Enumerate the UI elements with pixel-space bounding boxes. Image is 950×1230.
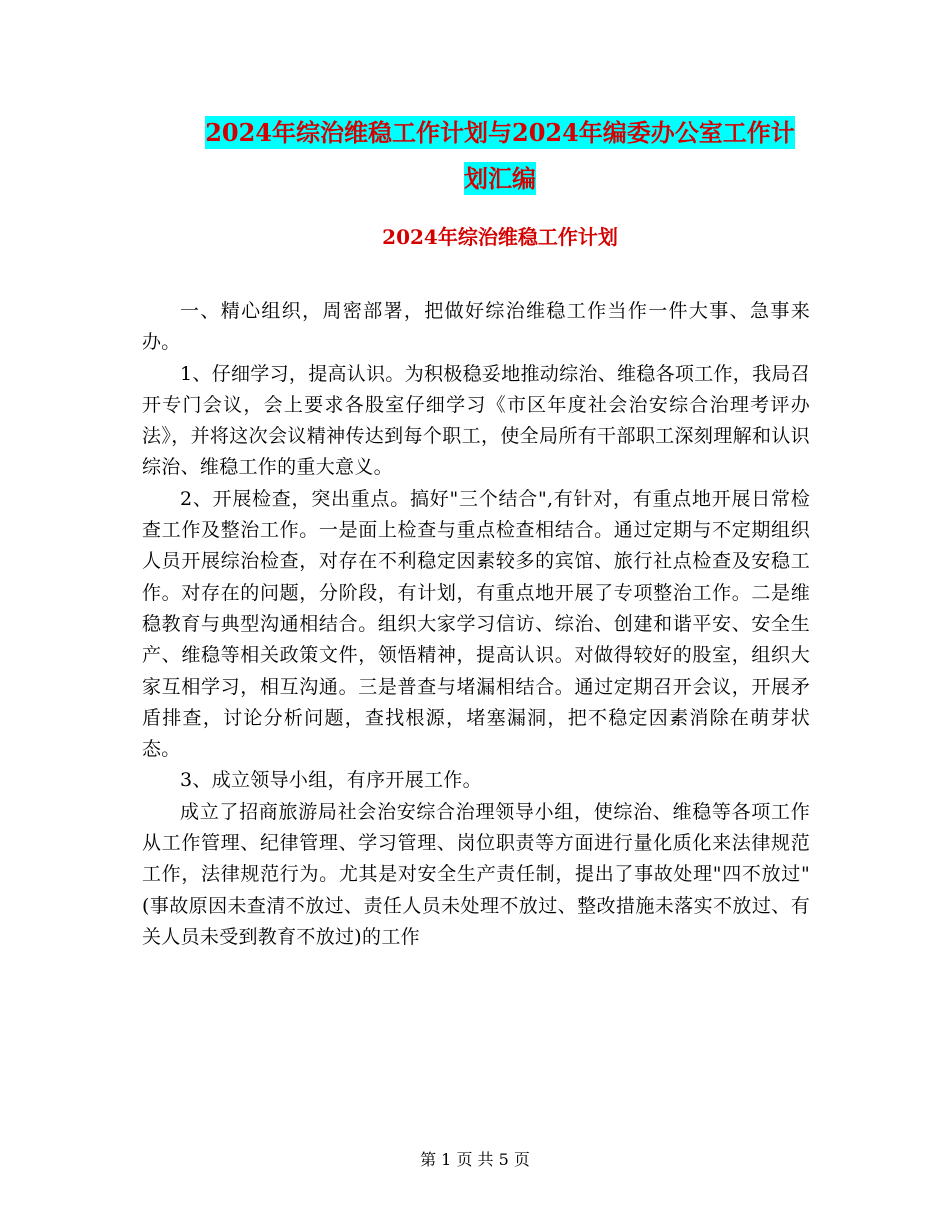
paragraph: 2、开展检查，突出重点。搞好"三个结合",有针对，有重点地开展日常检查工作及整治工作。一是面上检查与重点检查相结合。通过定期与不定期组织人员开展综治检查，对存在不利稳定因素较多的宾馆、旅行社点检查及安稳工作。对存在的问题，分阶段，有计划，有重点地开展了专项整治工作。二是维稳教育与典型沟通相结合。组织大家学习信访、综治、创建和谐平安、安全生产、维稳等相关政策文件，领悟精神，提高认识。对做得较好的股室，组织大家互相学习，相互沟通。三是普查与堵漏相结合。通过定期召开会议，开展矛盾排查，讨论分析问题，查找根源，堵塞漏洞，把不稳定因素消除在萌芽状态。 xyxy=(142,487,810,761)
page-footer: 第 1 页 共 5 页 xyxy=(420,1150,530,1169)
paragraph: 成立了招商旅游局社会治安综合治理领导小组，使综治、维稳等各项工作从工作管理、纪律管理、学习管理、岗位职责等方面进行量化质化来法律规范工作，法律规范行为。尤其是对安全生产责任制，提出了事故处理"四不放过"(事故原因未查清不放过、责任人员未处理不放过、整改措施未落实不放过、有关人员未受到教育不放过)的工作 xyxy=(142,800,810,948)
paragraph: 1、仔细学习，提高认识。为积极稳妥地推动综治、维稳各项工作，我局召开专门会议，会上要求各股室仔细学习《市区年度社会治安综合治理考评办法》，并将这次会议精神传达到每个职工，使全局所有干部职工深刻理解和认识综治、维稳工作的重大意义。 xyxy=(142,362,810,479)
title-line-2: 划汇编 xyxy=(464,164,536,193)
document-title xyxy=(140,110,860,202)
document-body xyxy=(142,296,810,953)
section-title: 2024年综治维稳工作计划 xyxy=(382,225,618,249)
paragraph: 3、成立领导小组，有序开展工作。 xyxy=(180,769,482,792)
title-line-1: 2024年综治维稳工作计划与2024年编委办公室工作计 xyxy=(205,118,795,147)
paragraph: 一、精心组织，周密部署，把做好综治维稳工作当作一件大事、急事来办。 xyxy=(142,300,810,354)
